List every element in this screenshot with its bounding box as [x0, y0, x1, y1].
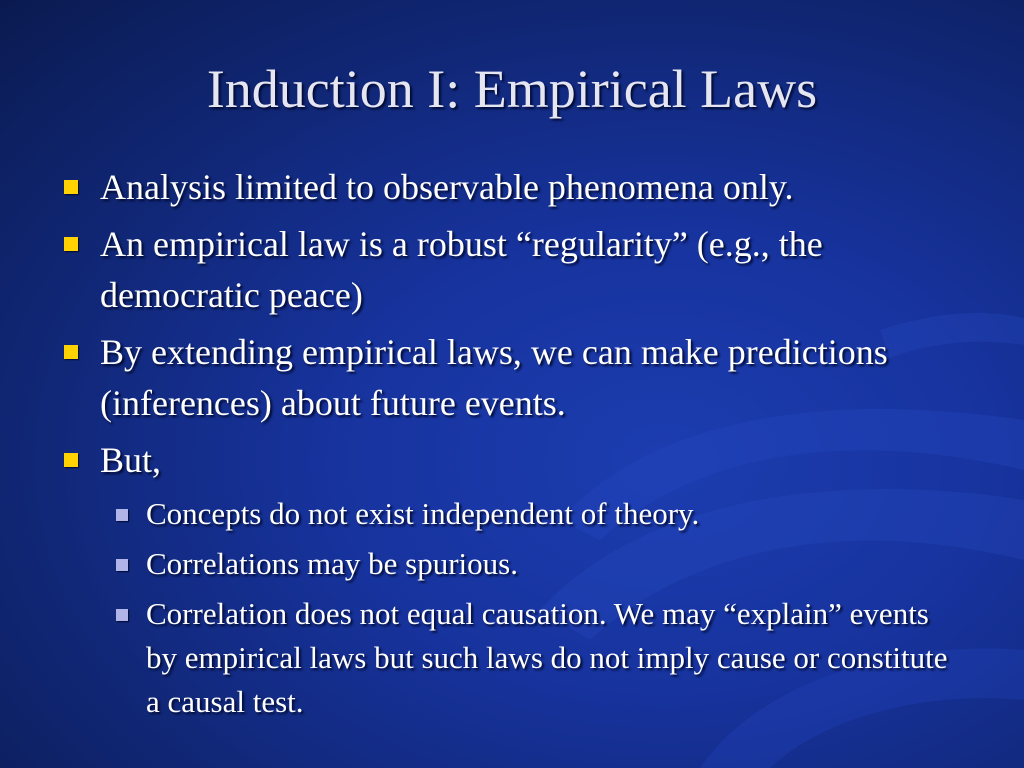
bullet-item	[62, 435, 962, 486]
small-square-bullet-icon	[116, 559, 128, 571]
bullet-text: An empirical law is a robust “regularity” (e.g., the democratic peace)	[100, 224, 823, 315]
small-square-bullet-icon	[116, 509, 128, 521]
sub-bullet-item	[114, 592, 962, 724]
sub-bullet-item	[114, 542, 962, 586]
square-bullet-icon	[64, 345, 78, 359]
square-bullet-icon	[64, 237, 78, 251]
sub-bullet-text: Correlation does not equal causation. We may “explain” events by empirical laws but such laws do not imply cause or constitute a causal test.	[146, 596, 948, 719]
bullet-text: By extending empirical laws, we can make predictions (inferences) about future events.	[100, 332, 888, 423]
bullet-list	[62, 162, 962, 730]
square-bullet-icon	[64, 453, 78, 467]
sub-bullet-item	[114, 492, 962, 536]
bullet-item	[62, 219, 962, 321]
bullet-item	[62, 327, 962, 429]
small-square-bullet-icon	[116, 609, 128, 621]
square-bullet-icon	[64, 180, 78, 194]
bullet-item	[62, 162, 962, 213]
sub-bullet-text: Correlations may be spurious.	[146, 546, 518, 581]
bullet-text: But,	[100, 440, 162, 480]
bullet-text: Analysis limited to observable phenomena only.	[100, 167, 794, 207]
sub-bullet-text: Concepts do not exist independent of theory.	[146, 496, 700, 531]
slide-title: Induction I: Empirical Laws	[206, 59, 818, 119]
